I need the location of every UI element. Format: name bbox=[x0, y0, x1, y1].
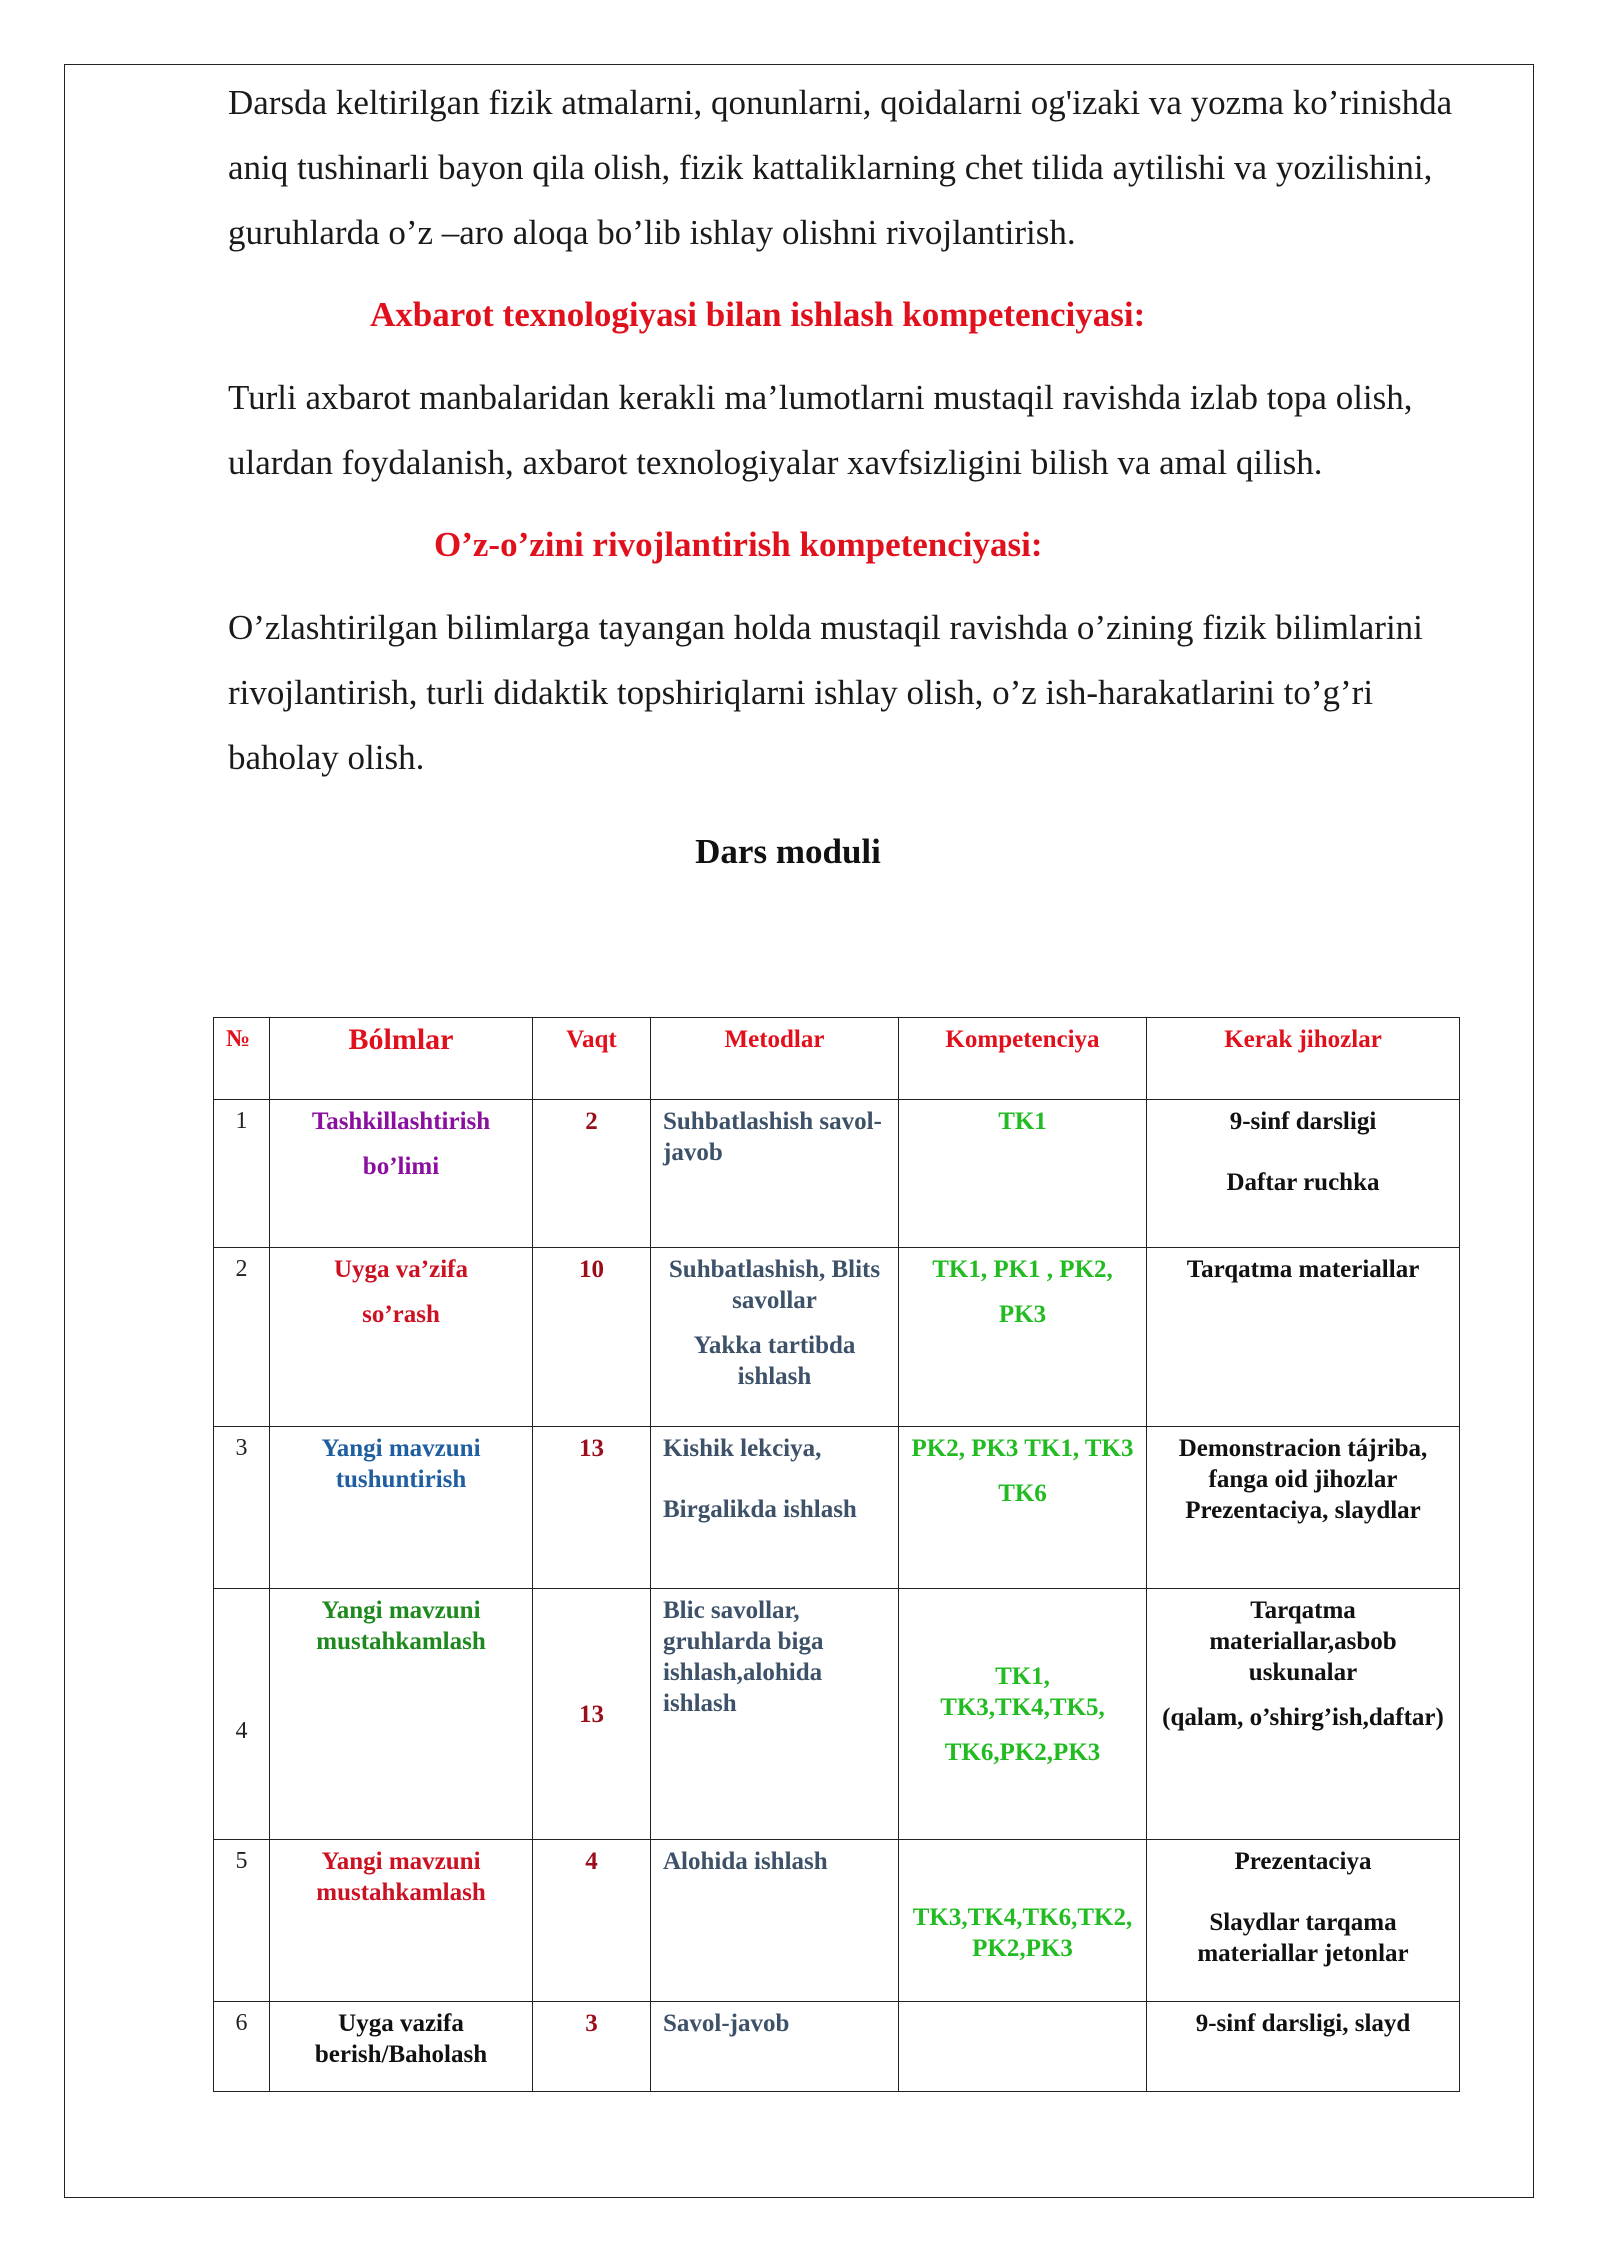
row-competency-line: TK1, PK1 , PK2, bbox=[932, 1256, 1113, 1283]
row-equipment-line: Tarqatma materiallar,asbob uskunalar bbox=[1209, 1597, 1397, 1686]
row-equipment-line: Slaydlar tarqama materiallar jetonlar bbox=[1197, 1909, 1409, 1967]
row-section bbox=[270, 1100, 533, 1248]
header-methods: Metodlar bbox=[651, 1018, 899, 1100]
module-title: Dars moduli bbox=[695, 832, 881, 871]
self-development-heading: O’z-o’zini rivojlantirish kompetenciyasi: bbox=[434, 525, 1043, 564]
table-row bbox=[214, 2002, 1460, 2092]
row-section: Yangi mavzuni mustahkamlash bbox=[270, 1589, 533, 1840]
table-row bbox=[214, 1100, 1460, 1248]
row-methods: Blic savollar, gruhlarda biga ishlash,alohida ishlash bbox=[651, 1589, 899, 1840]
row-time: 13 bbox=[533, 1589, 651, 1840]
row-methods-line: Yakka tartibda ishlash bbox=[693, 1332, 856, 1390]
row-section bbox=[270, 1248, 533, 1427]
row-competency: TK3,TK4,TK6,TK2,PK2,PK3 bbox=[899, 1840, 1147, 2002]
row-section-line: Uyga va’zifa bbox=[334, 1256, 468, 1283]
row-competency-line: PK2, PK3 TK1, TK3 bbox=[911, 1435, 1134, 1462]
row-number: 1 bbox=[214, 1100, 270, 1248]
row-equipment-line: Daftar ruchka bbox=[1226, 1169, 1380, 1196]
self-development-paragraph: O’zlashtirilgan bilimlarga tayangan holda mustaqil ravishda o’zining fizik bilimlarini rivojlantirish, turli didaktik topshiriqlarni ishlay olish, o’z ish-harakatlarini to’g’ri baholay olish. bbox=[228, 608, 1423, 777]
row-competency bbox=[899, 1427, 1147, 1589]
row-section-line: bo’limi bbox=[362, 1153, 440, 1180]
row-methods: Alohida ishlash bbox=[651, 1840, 899, 2002]
header-equipment: Kerak jihozlar bbox=[1147, 1018, 1460, 1100]
row-competency: TK1 bbox=[899, 1100, 1147, 1248]
row-section-line: Tashkillashtirish bbox=[311, 1108, 491, 1135]
header-time: Vaqt bbox=[533, 1018, 651, 1100]
header-sections: Bólmlar bbox=[270, 1018, 533, 1100]
table-row bbox=[214, 1427, 1460, 1589]
it-competency-heading: Axbarot texnologiyasi bilan ishlash kompetenciyasi: bbox=[370, 295, 1146, 334]
table-row bbox=[214, 1248, 1460, 1427]
it-competency-paragraph: Turli axbarot manbalaridan kerakli ma’lumotlarni mustaqil ravishda izlab topa olish, ulardan foydalanish, axbarot texnologiyalar xavfsizligini bilish va amal qilish. bbox=[228, 378, 1413, 482]
row-competency bbox=[899, 1248, 1147, 1427]
row-number: 5 bbox=[214, 1840, 270, 2002]
row-methods bbox=[651, 1427, 899, 1589]
row-competency-line: TK1, TK3,TK4,TK5, bbox=[940, 1662, 1105, 1721]
table-row bbox=[214, 1589, 1460, 1840]
table-row bbox=[214, 1840, 1460, 2002]
row-competency bbox=[899, 1589, 1147, 1840]
header-competency: Kompetenciya bbox=[899, 1018, 1147, 1100]
row-equipment-line: 9-sinf darsligi bbox=[1229, 1108, 1377, 1135]
row-number: 2 bbox=[214, 1248, 270, 1427]
row-competency-line: TK6,PK2,PK3 bbox=[944, 1738, 1101, 1766]
row-competency-line: PK3 bbox=[998, 1301, 1047, 1328]
row-time: 13 bbox=[533, 1427, 651, 1589]
row-section-line: so’rash bbox=[362, 1301, 440, 1328]
row-equipment bbox=[1147, 1100, 1460, 1248]
row-equipment: Tarqatma materiallar bbox=[1147, 1248, 1460, 1427]
row-methods: Suhbatlashish savol- javob bbox=[651, 1100, 899, 1248]
table-header-row bbox=[214, 1018, 1460, 1100]
document-body bbox=[228, 70, 1490, 876]
row-equipment bbox=[1147, 1589, 1460, 1840]
row-time: 2 bbox=[533, 1100, 651, 1248]
row-equipment-line: (qalam, o’shirg’ish,daftar) bbox=[1162, 1704, 1444, 1731]
row-equipment: Demonstracion tájriba, fanga oid jihozlar Prezentaciya, slaydlar bbox=[1147, 1427, 1460, 1589]
row-methods-line: Kishik lekciya, bbox=[663, 1435, 822, 1462]
row-number: 6 bbox=[214, 2002, 270, 2092]
lesson-module-table bbox=[213, 1017, 1460, 2092]
row-number: 3 bbox=[214, 1427, 270, 1589]
row-equipment bbox=[1147, 1840, 1460, 2002]
row-section: Yangi mavzuni tushuntirish bbox=[270, 1427, 533, 1589]
row-methods: Savol-javob bbox=[651, 2002, 899, 2092]
row-number: 4 bbox=[214, 1589, 270, 1840]
row-methods bbox=[651, 1248, 899, 1427]
row-competency-line: TK6 bbox=[998, 1480, 1047, 1507]
row-time: 4 bbox=[533, 1840, 651, 2002]
row-time: 10 bbox=[533, 1248, 651, 1427]
row-section: Uyga vazifa berish/Baholash bbox=[270, 2002, 533, 2092]
row-methods-line: Suhbatlashish, Blits savollar bbox=[668, 1256, 881, 1314]
header-number: № bbox=[214, 1018, 270, 1100]
row-competency bbox=[899, 2002, 1147, 2092]
row-equipment-line: Prezentaciya bbox=[1234, 1848, 1372, 1875]
row-section: Yangi mavzuni mustahkamlash bbox=[270, 1840, 533, 2002]
intro-paragraph: Darsda keltirilgan fizik atmalarni, qonunlarni, qoidalarni og'izaki va yozma ko’rinishda aniq tushinarli bayon qila olish, fizik kattaliklarning chet tilida aytilishi va yozilishini, guruhlarda o’z –aro aloqa bo’lib ishlay olishni rivojlantirish. bbox=[228, 83, 1453, 252]
row-time: 3 bbox=[533, 2002, 651, 2092]
row-equipment: 9-sinf darsligi, slayd bbox=[1147, 2002, 1460, 2092]
row-methods-line: Birgalikda ishlash bbox=[663, 1496, 857, 1523]
